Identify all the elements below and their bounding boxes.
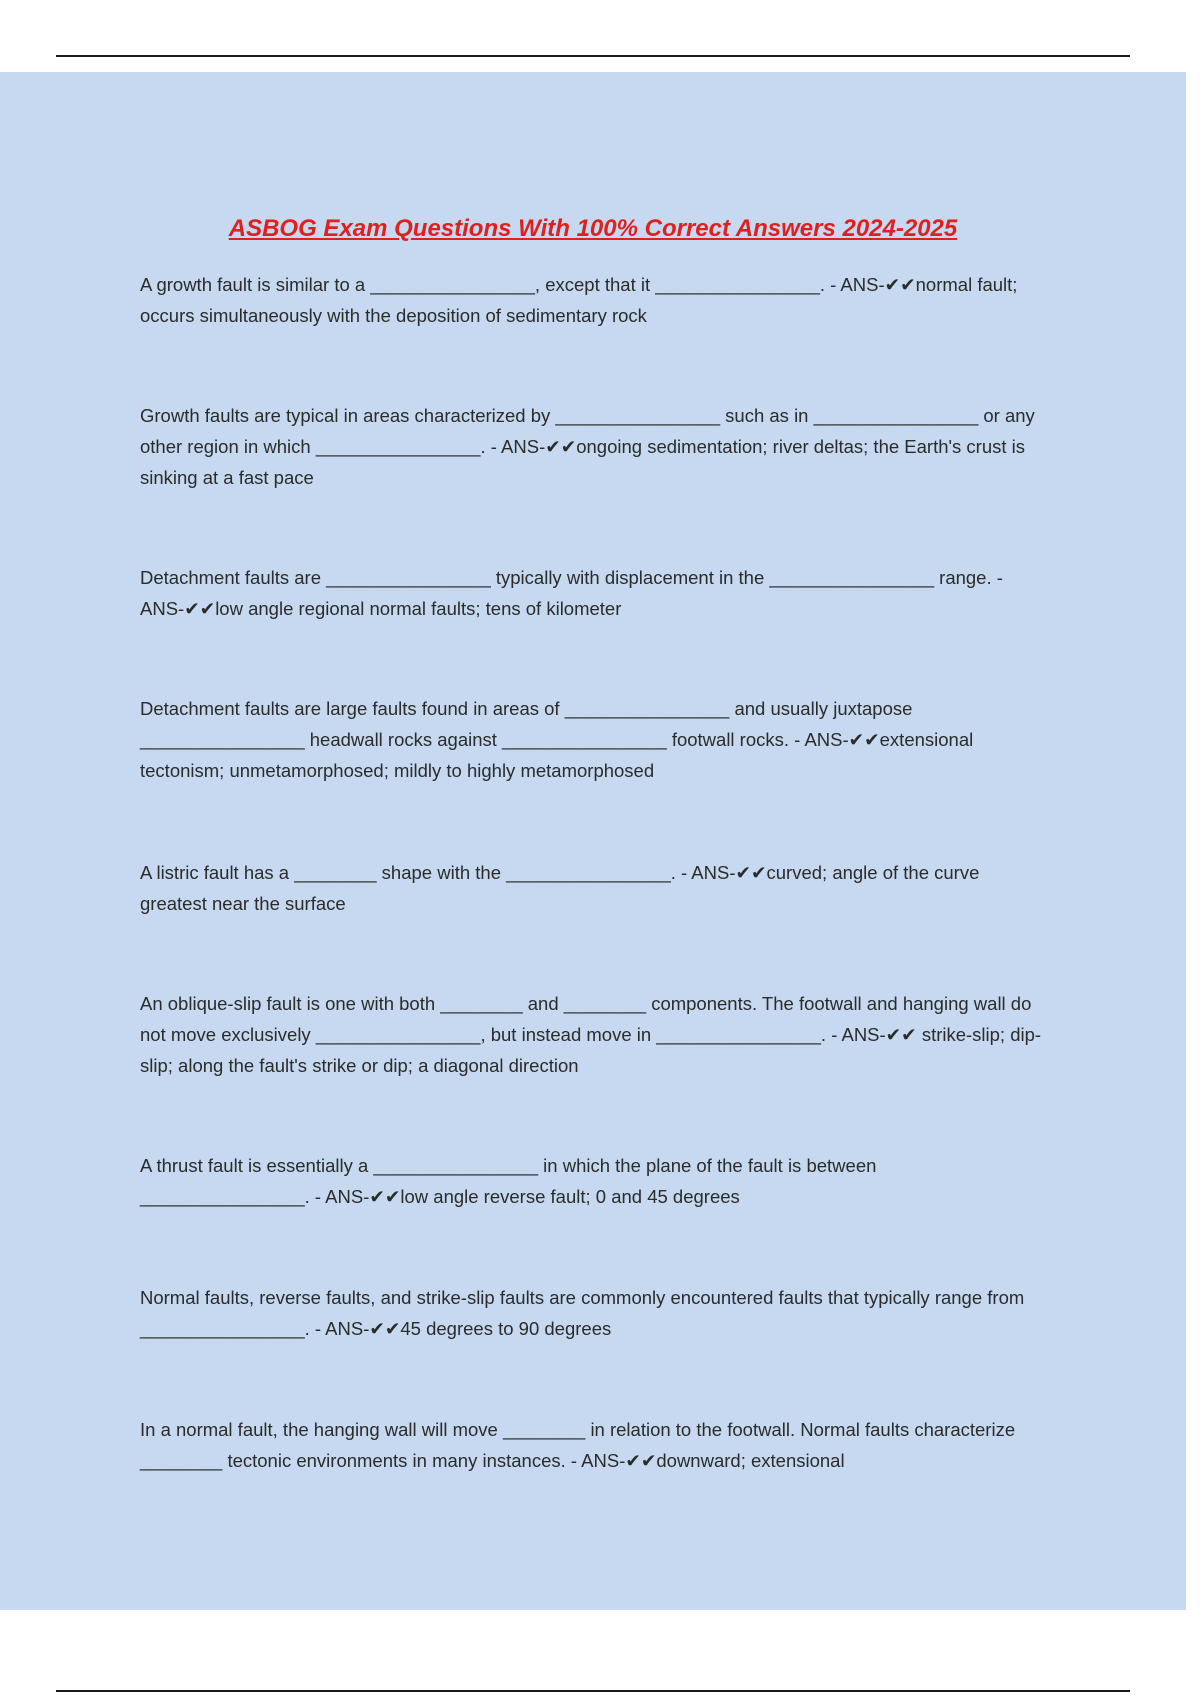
document-title: ASBOG Exam Questions With 100% Correct Answers 2024-2025 xyxy=(228,215,958,242)
bottom-rule xyxy=(56,1690,1130,1692)
question-answer-1: A growth fault is similar to a ________________, except that it ________________. - ANS-✔✔normal fault; occurs simultaneously with the deposition of sedimentary rock xyxy=(140,274,1018,326)
question-answer-6: An oblique-slip fault is one with both ________ and ________ components. The footwall and hanging wall do not move exclusively ________________, but instead move in ________________. - ANS-✔✔ strike-slip; dip-slip; along the fault's strike or dip; a diagonal direction xyxy=(140,993,1042,1076)
top-rule xyxy=(56,55,1130,57)
question-answer-8: Normal faults, reverse faults, and strike-slip faults are commonly encountered faults that typically range from ________________. - ANS-✔✔45 degrees to 90 degrees xyxy=(140,1287,1025,1339)
question-answer-7: A thrust fault is essentially a ________________ in which the plane of the fault is between ________________. - ANS-✔✔low angle reverse fault; 0 and 45 degrees xyxy=(140,1155,877,1207)
question-answer-3: Detachment faults are ________________ typically with displacement in the ________________ range. - ANS-✔✔low angle regional normal faults; tens of kilometer xyxy=(140,567,1003,619)
question-answer-2: Growth faults are typical in areas characterized by ________________ such as in ________________ or any other region in which ________________. - ANS-✔✔ongoing sedimentation; river deltas; the Earth's crust is sinking at a fast pace xyxy=(140,405,1035,488)
question-answer-9: In a normal fault, the hanging wall will move ________ in relation to the footwall. Normal faults characterize ________ tectonic environments in many instances. - ANS-✔✔downward; extensional xyxy=(140,1419,1016,1471)
question-answer-4: Detachment faults are large faults found in areas of ________________ and usually juxtapose ________________ headwall rocks against ________________ footwall rocks. - ANS-✔✔extensional tectonism; unmetamorphosed; mildly to highly metamorphosed xyxy=(140,698,974,781)
document-panel xyxy=(0,72,1186,1610)
question-answer-5: A listric fault has a ________ shape with the ________________. - ANS-✔✔curved; angle of the curve greatest near the surface xyxy=(140,862,980,914)
